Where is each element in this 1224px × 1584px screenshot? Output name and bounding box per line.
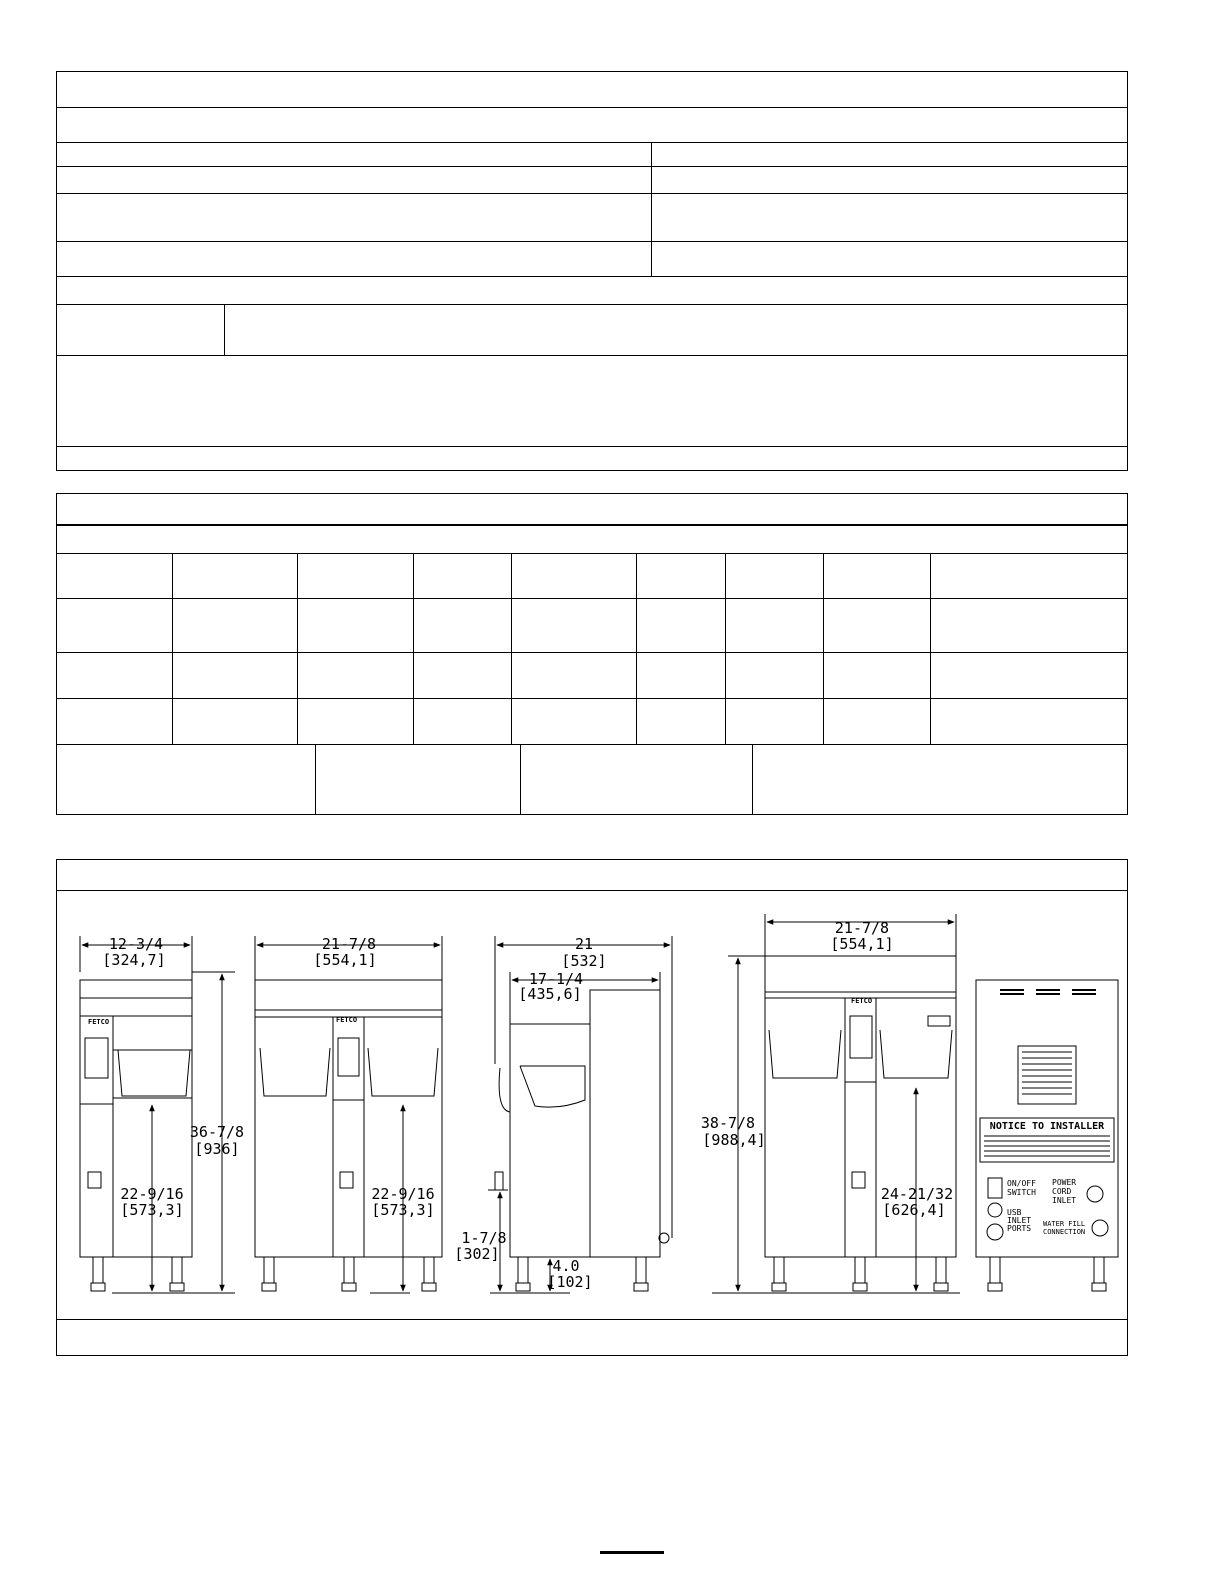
installer-notice-text-lines bbox=[984, 1136, 1110, 1156]
dimension-label-clearance-metric: [102] bbox=[547, 1273, 593, 1291]
vent-slots-icon bbox=[1000, 990, 1096, 994]
dimension-label-height: 38-7/8 bbox=[700, 1114, 756, 1132]
water-fill-label: CONNECTION bbox=[1043, 1228, 1086, 1236]
server-handle-icon bbox=[499, 1068, 510, 1112]
usb-port-icon bbox=[987, 1224, 1003, 1240]
power-cord-label: INLET bbox=[1052, 1196, 1077, 1205]
dimension-label-width: 21-7/8 bbox=[834, 919, 890, 937]
funnel-basket-icon bbox=[260, 1048, 330, 1096]
faucet-button-icon bbox=[340, 1172, 353, 1188]
usb-port-icon bbox=[988, 1203, 1002, 1217]
page-footer-rule bbox=[600, 1551, 664, 1554]
front-view-twin-body bbox=[255, 1010, 442, 1257]
dimension-label-spout-metric: [573,3] bbox=[120, 1201, 184, 1219]
usb-label: INLET bbox=[1007, 1216, 1032, 1225]
water-fill-label: WATER FILL bbox=[1043, 1220, 1086, 1228]
warning-label-icon bbox=[1018, 1046, 1076, 1104]
dimension-label-spout-metric: [626,4] bbox=[882, 1201, 946, 1219]
leg-icon bbox=[988, 1257, 1106, 1291]
dimension-label-spout: 22-9/16 bbox=[120, 1185, 184, 1203]
dimension-label-depth-2-metric: [435,6] bbox=[518, 985, 582, 1003]
switch-label: SWITCH bbox=[1007, 1188, 1036, 1197]
dimension-label-width-metric: [554,1] bbox=[313, 951, 377, 969]
front-view-single bbox=[80, 936, 235, 1293]
dimension-label-width: 21-7/8 bbox=[321, 935, 377, 953]
dimension-label-spout: 24-21/32 bbox=[880, 1185, 954, 1203]
dimension-label-spout: 22-9/16 bbox=[371, 1185, 435, 1203]
dimension-label-height: 36-7/8 bbox=[189, 1123, 245, 1141]
dimension-label-width-metric: [324,7] bbox=[102, 951, 166, 969]
funnel-basket-icon bbox=[368, 1048, 438, 1096]
rear-view bbox=[976, 980, 1118, 1291]
usb-label: USB bbox=[1007, 1208, 1022, 1217]
fetco-logo: FETCO bbox=[336, 1016, 358, 1024]
faucet-button-icon bbox=[88, 1172, 101, 1188]
dimension-label-width: 12-3/4 bbox=[108, 935, 164, 953]
front-view-single-top-cap bbox=[80, 980, 192, 998]
power-cord-inlet-icon bbox=[1087, 1186, 1103, 1202]
power-cord-label: POWER bbox=[1052, 1178, 1077, 1187]
fetco-logo: FETCO bbox=[88, 1018, 110, 1026]
display-screen-icon bbox=[338, 1038, 359, 1076]
dimension-label-leg: 1-7/8 bbox=[461, 1229, 507, 1247]
display-screen-icon bbox=[850, 1016, 872, 1058]
leg-icon bbox=[262, 1257, 436, 1291]
fetco-logo: FETCO bbox=[851, 997, 873, 1005]
dimension-label-depth-metric: [532] bbox=[561, 952, 607, 970]
dimension-label-height-metric: [936] bbox=[194, 1140, 240, 1158]
side-view-rear-housing bbox=[590, 990, 660, 1257]
label-plate-icon bbox=[928, 1016, 950, 1026]
brew-basket-side-icon bbox=[520, 1066, 585, 1107]
dimension-label-spout-metric: [573,3] bbox=[371, 1201, 435, 1219]
switch-label: ON/OFF bbox=[1007, 1179, 1036, 1188]
dimension-label-depth: 21 bbox=[574, 935, 594, 953]
warning-label-text-lines bbox=[1022, 1052, 1072, 1094]
dimension-label-leg-metric: [302] bbox=[454, 1245, 500, 1263]
dimension-label-clearance: 4.0 bbox=[552, 1257, 580, 1275]
faucet-button-icon bbox=[852, 1172, 865, 1188]
power-switch-icon bbox=[988, 1178, 1002, 1198]
dimension-label-height-metric: [988,4] bbox=[702, 1131, 766, 1149]
installer-notice-title: NOTICE TO INSTALLER bbox=[989, 1121, 1105, 1132]
dimension-label-depth-2: 17-1/4 bbox=[528, 970, 584, 988]
front-view-twin-tall bbox=[712, 914, 960, 1293]
front-view-twin bbox=[255, 936, 442, 1293]
dimension-label-width-metric: [554,1] bbox=[830, 935, 894, 953]
funnel-basket-icon bbox=[880, 1030, 952, 1078]
power-cord-label: CORD bbox=[1052, 1187, 1072, 1196]
funnel-basket-icon bbox=[769, 1030, 841, 1078]
front-view-twin-tall-top-cap bbox=[765, 956, 956, 992]
water-fill-connection-icon bbox=[1092, 1220, 1108, 1236]
front-view-twin-top-cap bbox=[255, 980, 442, 1010]
faucet-side-icon bbox=[495, 1172, 503, 1190]
leg-icon bbox=[772, 1257, 948, 1291]
usb-label: PORTS bbox=[1007, 1224, 1032, 1233]
funnel-basket-icon bbox=[118, 1050, 190, 1096]
display-screen-icon bbox=[85, 1038, 108, 1078]
leg-icon bbox=[91, 1257, 184, 1291]
side-view-body bbox=[510, 1024, 590, 1257]
